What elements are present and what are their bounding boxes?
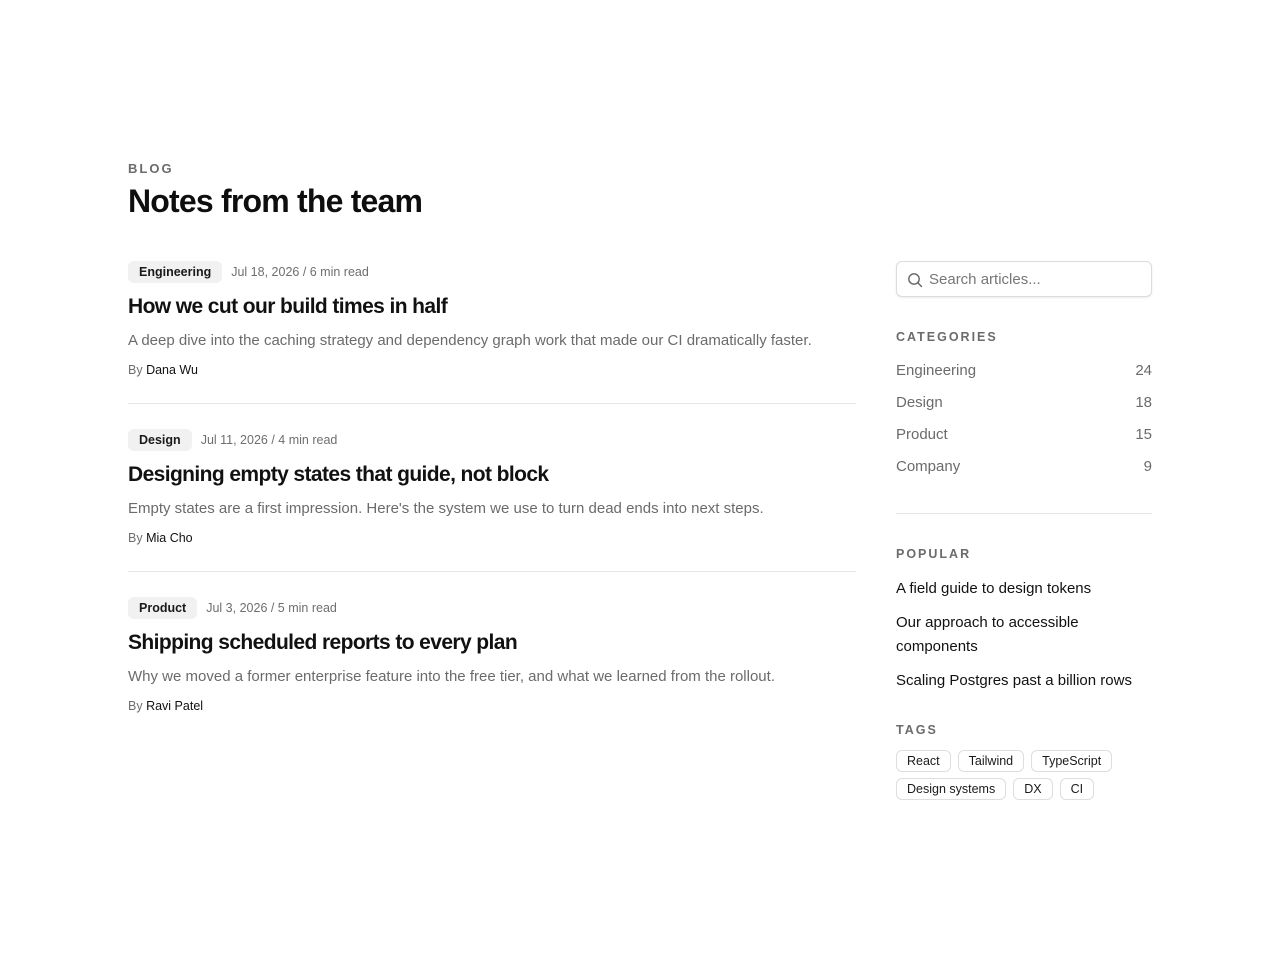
article-meta-row (128, 429, 856, 451)
article-date-readtime: Jul 18, 2026 / 6 min read (231, 265, 369, 279)
category-name: Company (896, 458, 961, 475)
category-name: Product (896, 426, 948, 443)
article-card (128, 261, 856, 404)
article-author: Ravi Patel (146, 699, 204, 713)
category-count: 24 (1135, 362, 1152, 379)
article-author: Mia Cho (146, 531, 193, 545)
popular-list (896, 577, 1152, 703)
article-card (128, 597, 856, 739)
search-icon (907, 272, 923, 288)
article-list (128, 261, 856, 739)
category-item-design[interactable] (896, 393, 1152, 425)
popular-article-link[interactable]: Scaling Postgres past a billion rows (896, 672, 1132, 689)
article-date-readtime: Jul 3, 2026 / 5 min read (206, 601, 337, 615)
tag-chip[interactable]: Design systems (896, 778, 1006, 800)
tag-chip[interactable]: Tailwind (958, 750, 1024, 772)
article-title-link[interactable]: How we cut our build times in half (128, 295, 448, 318)
category-count: 18 (1135, 394, 1152, 411)
article-excerpt: A deep dive into the caching strategy and dependency graph work that made our CI dramatically faster. (128, 332, 812, 349)
article-byline (128, 699, 203, 713)
category-item-engineering[interactable] (896, 361, 1152, 393)
byline-label: By (128, 531, 143, 545)
sidebar-divider (896, 513, 1152, 514)
popular-article-link[interactable]: Our approach to accessible components (896, 614, 1079, 655)
article-title-link[interactable]: Designing empty states that guide, not block (128, 463, 549, 486)
article-category-badge[interactable]: Design (128, 429, 192, 451)
category-list (896, 361, 1152, 489)
tag-chip[interactable]: DX (1013, 778, 1052, 800)
category-item-company[interactable] (896, 457, 1152, 489)
article-byline (128, 531, 193, 545)
search-box (896, 261, 1152, 297)
popular-article-link[interactable]: A field guide to design tokens (896, 580, 1092, 597)
tag-chip[interactable]: TypeScript (1031, 750, 1112, 772)
tag-list (896, 750, 1152, 800)
category-count: 15 (1135, 426, 1152, 443)
category-count: 9 (1143, 458, 1152, 475)
article-byline (128, 363, 198, 377)
article-excerpt: Empty states are a first impression. Here's the system we use to turn dead ends into next steps. (128, 500, 764, 517)
article-excerpt: Why we moved a former enterprise feature into the free tier, and what we learned from the rollout. (128, 668, 775, 685)
article-card (128, 429, 856, 572)
article-category-badge[interactable]: Engineering (128, 261, 222, 283)
sidebar (896, 261, 1152, 796)
article-title-link[interactable]: Shipping scheduled reports to every plan (128, 631, 518, 654)
article-meta-row (128, 261, 856, 283)
tags-heading: TAGS (896, 723, 938, 737)
categories-heading: CATEGORIES (896, 330, 998, 344)
page-eyebrow: BLOG (128, 161, 174, 176)
article-author: Dana Wu (146, 363, 198, 377)
category-name: Engineering (896, 362, 977, 379)
byline-label: By (128, 363, 143, 377)
page-title: Notes from the team (128, 183, 423, 219)
article-category-badge[interactable]: Product (128, 597, 197, 619)
byline-label: By (128, 699, 143, 713)
tag-chip[interactable]: CI (1060, 778, 1095, 800)
article-date-readtime: Jul 11, 2026 / 4 min read (200, 433, 338, 447)
article-meta-row (128, 597, 856, 619)
category-name: Design (896, 394, 943, 411)
search-input[interactable] (929, 262, 1143, 296)
category-item-product[interactable] (896, 425, 1152, 457)
popular-heading: POPULAR (896, 547, 972, 561)
tag-chip[interactable]: React (896, 750, 951, 772)
